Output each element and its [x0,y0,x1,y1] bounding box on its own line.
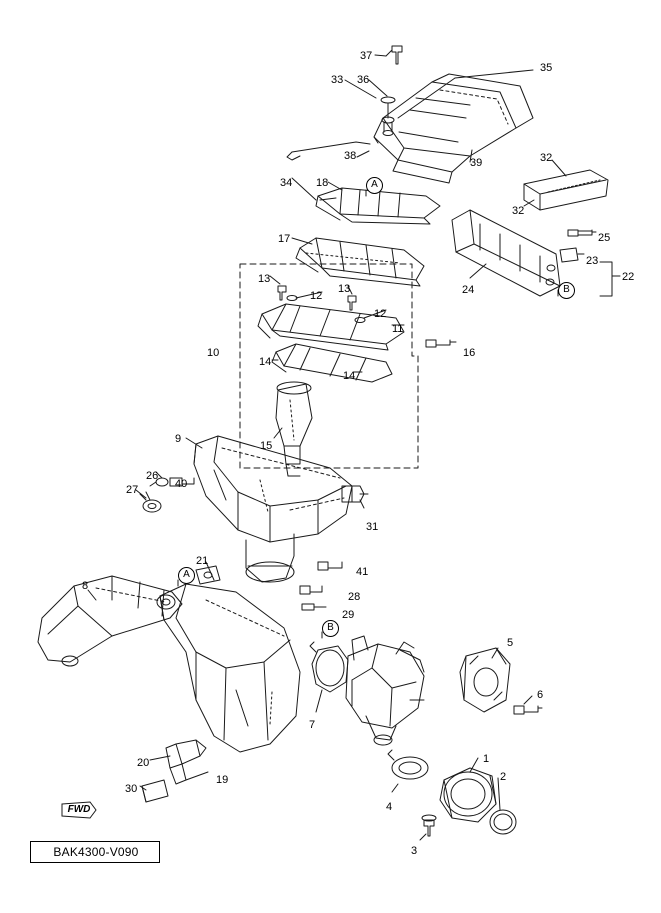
callout-33: 33 [331,74,344,86]
callout-38: 38 [344,150,357,162]
callout-13-a: 13 [258,273,271,285]
callout-25: 25 [598,232,611,244]
forward-direction-badge [60,800,98,820]
callout-32-top: 32 [540,152,553,164]
callout-13-b: 13 [338,283,351,295]
section-marker-a-top: A [366,177,383,194]
callout-9: 9 [175,433,182,445]
callout-8: 8 [82,580,89,592]
diagram-code-text: BAK4300-V090 [53,845,139,859]
callout-6: 6 [537,689,544,701]
callout-36: 36 [357,74,370,86]
section-marker-a-mid: A [178,567,195,584]
callout-24: 24 [462,284,475,296]
callout-37: 37 [360,50,373,62]
callout-39: 39 [470,157,483,169]
callout-19: 19 [216,774,229,786]
callout-16: 16 [463,347,476,359]
callout-17: 17 [278,233,291,245]
callout-32-lower: 32 [512,205,525,217]
section-marker-b-right: B [558,282,575,299]
callout-11: 11 [392,323,404,335]
callout-31: 31 [366,521,379,533]
callout-29: 29 [342,609,355,621]
callout-20: 20 [137,757,150,769]
callout-18: 18 [316,177,329,189]
callout-4: 4 [386,801,393,813]
callout-34: 34 [280,177,293,189]
callout-40: 40 [175,478,188,490]
fwd-badge-label: FWD [67,804,91,815]
callout-30: 30 [125,783,138,795]
callout-1: 1 [483,753,490,765]
section-marker-b-mid: B [322,620,339,637]
callout-28: 28 [348,591,361,603]
callout-15: 15 [260,440,273,452]
callout-23: 23 [586,255,599,267]
callout-10: 10 [207,347,220,359]
callout-7: 7 [309,719,316,731]
callout-5: 5 [507,637,514,649]
callout-12-a: 12 [310,290,323,302]
callout-2: 2 [500,771,507,783]
callout-14-b: 14 [343,370,356,382]
callout-21: 21 [196,555,209,567]
callout-26: 26 [146,470,159,482]
diagram-code-box [30,841,160,863]
callout-12-b: 12 [374,308,387,320]
callout-3: 3 [411,845,418,857]
callout-35: 35 [540,62,553,74]
callout-41: 41 [356,566,369,578]
callout-27: 27 [126,484,139,496]
callout-22: 22 [622,271,635,283]
callout-14-a: 14 [259,356,272,368]
